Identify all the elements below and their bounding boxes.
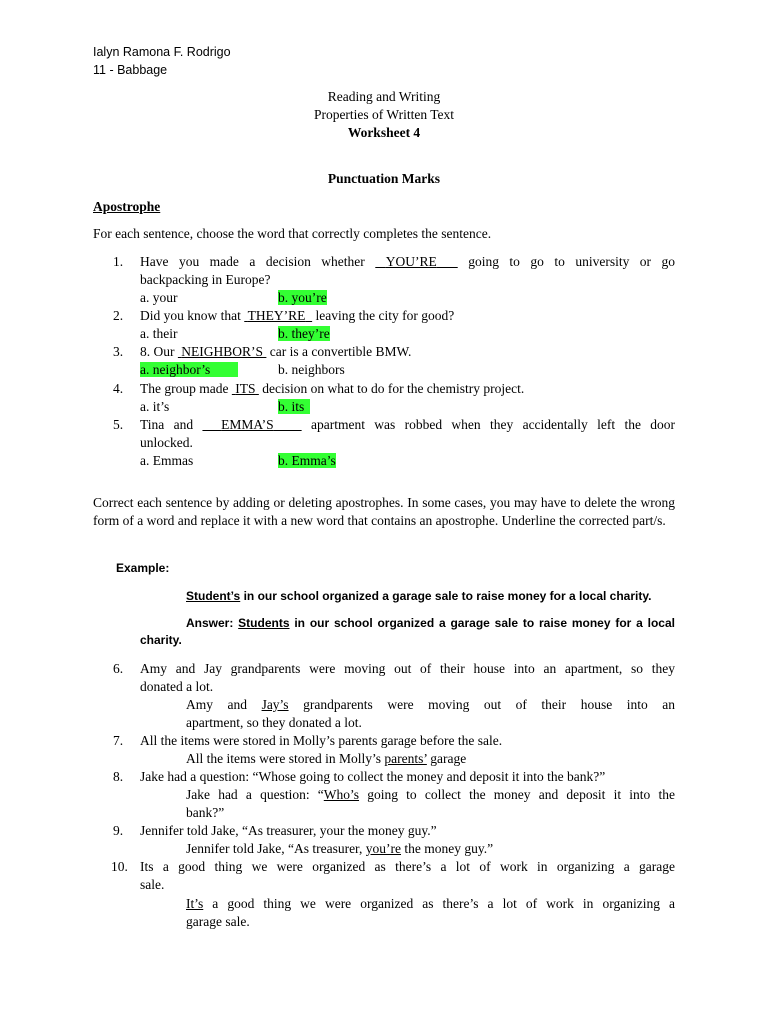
answer-blank: EMMA’S	[221, 417, 274, 432]
item-number: 1.	[113, 254, 124, 269]
item-number: 8.	[113, 769, 124, 784]
item-question: Did you know that THEY’RE leaving the city for good?	[140, 308, 455, 323]
item-number: 2.	[113, 308, 124, 323]
item-question-cont: unlocked.	[140, 435, 193, 450]
student-name: Ialyn Ramona F. Rodrigo	[93, 45, 231, 59]
choice-b: b. neighbors	[278, 362, 345, 377]
student-section: 11 - Babbage	[93, 63, 168, 77]
item-answer: Jake had a question: “Who’s going to collect the money and deposit it into the	[186, 787, 676, 802]
item-number: 9.	[113, 823, 124, 838]
item-answer-cont: garage sale.	[186, 914, 250, 929]
instructions-2: Correct each sentence by adding or deleting apostrophes. In some cases, you may have to delete the wrong form of a word and replace it with a new word that contains an apostrophe. Underline the corrected part/s.	[93, 495, 675, 528]
subsection-title: Apostrophe	[93, 199, 161, 214]
answer-blank: NEIGHBOR’S	[181, 344, 264, 359]
item-number: 3.	[113, 344, 124, 359]
item-question: The group made ITS decision on what to do for the chemistry project.	[140, 381, 525, 396]
example-sentence: Student’s in our school organized a garage sale to raise money for a local charity.	[186, 589, 652, 603]
item-answer: All the items were stored in Molly’s parents’ garage	[186, 751, 467, 766]
answer-blank: YOU’RE	[385, 254, 437, 269]
item-number: 10.	[111, 859, 128, 874]
item-sentence: Amy and Jay grandparents were moving out of their house into an apartment, so they	[140, 661, 675, 676]
item-answer-cont: apartment, so they donated a lot.	[186, 715, 362, 730]
example-answer-cont: charity.	[140, 633, 182, 647]
student-info	[93, 43, 231, 79]
item-sentence: All the items were stored in Molly’s parents garage before the sale.	[140, 733, 503, 748]
item-answer: Jennifer told Jake, “As treasurer, you’re the money guy.”	[186, 841, 494, 856]
item-number: 7.	[113, 733, 124, 748]
answer-blank: THEY’RE	[247, 308, 306, 323]
item-question: Tina and EMMA’S apartment was robbed when they accidentally left the door	[140, 417, 676, 432]
choice-b: b. they’re	[278, 326, 330, 341]
example-answer: Answer: Students in our school organized a garage sale to raise money for a local	[186, 616, 675, 630]
choice-a: a. your	[140, 290, 178, 305]
item-answer: It’s a good thing we were organized as there’s a lot of work in organizing a	[186, 896, 675, 911]
item-answer: Amy and Jay’s grandparents were moving out of their house into an	[186, 697, 675, 712]
item-sentence: Its a good thing we were organized as there’s a lot of work in organizing a garage	[140, 859, 675, 874]
answer-blank: ITS	[235, 381, 256, 396]
title-block	[0, 88, 768, 142]
choice-a: a. neighbor’s	[140, 362, 238, 377]
topic-title: Properties of Written Text	[313, 107, 455, 122]
choice-b: b. Emma’s	[278, 453, 336, 468]
choice-a: a. Emmas	[140, 453, 194, 468]
choice-a: a. their	[140, 326, 178, 341]
choice-b: b. you’re	[278, 290, 327, 305]
item-question: 8. Our NEIGHBOR’S car is a convertible BMW.	[140, 344, 412, 359]
item-number: 6.	[113, 661, 124, 676]
item-sentence-cont: donated a lot.	[140, 679, 214, 694]
item-sentence: Jake had a question: “Whose going to collect the money and deposit it into the bank?”	[140, 769, 606, 784]
item-number: 4.	[113, 381, 124, 396]
example-label: Example:	[116, 561, 170, 575]
subject-title: Reading and Writing	[327, 89, 441, 104]
item-sentence: Jennifer told Jake, “As treasurer, your the money guy.”	[140, 823, 437, 838]
item-question-cont: backpacking in Europe?	[140, 272, 271, 287]
choice-b: b. its	[278, 399, 310, 414]
item-number: 5.	[113, 417, 124, 432]
choice-a: a. it’s	[140, 399, 170, 414]
item-question: Have you made a decision whether YOU’RE going to go to university or go	[140, 254, 676, 269]
section-title: Punctuation Marks	[327, 171, 441, 186]
instructions-1: For each sentence, choose the word that correctly completes the sentence.	[93, 226, 492, 241]
item-sentence-cont: sale.	[140, 877, 165, 892]
worksheet-title: Worksheet 4	[347, 125, 421, 140]
item-answer-cont: bank?”	[186, 805, 225, 820]
